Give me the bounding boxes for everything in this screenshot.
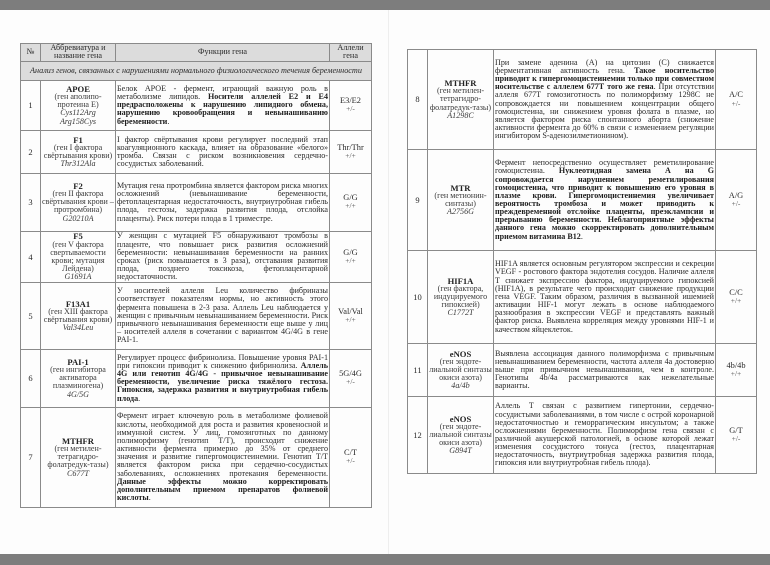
gene-abbreviation: PAI-1 — [67, 356, 89, 367]
gene-variant: Thr312Ala — [60, 158, 96, 168]
function-text: У носителей аллеля Leu количество фибриназы соответствует показателям нормы, но активность этого фермента повышена в 2-3 раза. Аллель Leu наблюдается у женщин с привычным невынашиванием беременности. Риск привычного невынашивания беременности еще выше у лиц – носителей аллеля в сочетании с вариантом 4G/4G в гене PAI-1. — [117, 286, 328, 345]
allele-cell — [330, 349, 372, 407]
gene-cell — [41, 282, 116, 349]
row-number — [408, 150, 428, 251]
function-text-tail: . — [138, 393, 141, 403]
table-row — [21, 80, 372, 130]
page-fold — [388, 10, 389, 554]
allele-genotype: A/C — [729, 90, 743, 100]
gene-table-right — [407, 49, 757, 474]
scan-bottom-border — [0, 554, 770, 565]
gene-cell — [428, 251, 494, 344]
gene-cell — [41, 130, 116, 173]
row-number-text: 1 — [28, 100, 33, 111]
gene-cell — [428, 397, 494, 474]
row-number — [21, 80, 41, 130]
gene-abbreviation: MTHFR — [444, 78, 477, 89]
gene-abbreviation: F13A1 — [65, 298, 91, 309]
allele-genotype: C/C — [729, 287, 743, 297]
gene-function-cell — [116, 173, 330, 231]
gene-function-cell — [116, 80, 330, 130]
gene-abbreviation: eNOS — [449, 348, 472, 359]
allele-zygosity: +/+ — [345, 201, 356, 211]
gene-variant: G1691A — [64, 272, 92, 282]
gene-description: (ген метилен-тетрагидро-фолатредук-тазы) — [429, 86, 492, 112]
gene-variant: 4G/5G — [66, 389, 90, 399]
gene-variant: C677T — [66, 468, 90, 478]
function-text: Регулирует процесс фибринолиза. Повышение уровня PAI-1 при гипоксии приводит к снижению фибринолиза. — [117, 352, 328, 370]
table-row — [408, 50, 757, 150]
row-number-text: 11 — [413, 364, 422, 375]
gene-description: (ген аполипо-протеина Е) — [54, 92, 102, 110]
allele-genotype: A/G — [728, 190, 744, 200]
gene-description: (ген I фактора свёртывания крови) — [43, 142, 113, 160]
allele-cell — [716, 397, 757, 474]
function-text-bold: Носители аллелей Е2 и Е4 предрасположены к нарушению липидного обмена, нарушению кровообращения и невынашиванию беременности — [117, 92, 328, 126]
row-number-text: 4 — [28, 251, 33, 262]
table-row — [408, 344, 757, 397]
allele-cell — [330, 173, 372, 231]
row-number — [408, 344, 428, 397]
scan-top-border — [0, 0, 770, 10]
function-text-tail: . — [580, 231, 583, 241]
row-number — [408, 251, 428, 344]
header-num: № — [21, 44, 41, 62]
gene-function-cell — [494, 251, 716, 344]
table-row — [21, 173, 372, 231]
allele-genotype: E3/E2 — [340, 96, 361, 106]
row-number — [21, 282, 41, 349]
allele-cell — [330, 80, 372, 130]
allele-cell — [330, 282, 372, 349]
row-number-text: 10 — [413, 291, 422, 302]
gene-abbreviation: HIF1A — [447, 275, 474, 286]
allele-zygosity: +/- — [731, 434, 741, 443]
gene-cell — [41, 349, 116, 407]
gene-cell — [41, 231, 116, 282]
function-text: I фактор свёртывания крови регулирует последний этап коагуляционного каскада, влияет на образование «белого» тромба. Связан с риском возникновения сердечно-сосудистых заболеваний. — [117, 134, 328, 168]
gene-function-cell — [116, 407, 330, 507]
function-text-tail: . — [167, 116, 170, 126]
allele-zygosity: +/+ — [345, 314, 356, 324]
gene-table-left — [20, 43, 372, 508]
gene-abbreviation: MTHFR — [62, 435, 94, 446]
gene-cell — [428, 344, 494, 397]
gene-function-cell — [116, 282, 330, 349]
gene-variant: G894T — [449, 446, 472, 456]
gene-description: (ген ингибитора активатора плазминогена) — [50, 365, 106, 391]
row-number-text: 2 — [28, 146, 33, 157]
table-row — [408, 397, 757, 474]
gene-cell — [41, 80, 116, 130]
gene-variant: C1772T — [447, 308, 474, 318]
function-text-bold: Аллель 4G или генотип 4G/4G - привычное невынашивание беременности, увеличение риска тяжёлого гестоза. Гипоксия, задержка развития и внутриутробная гибель плода — [117, 361, 328, 403]
allele-cell — [716, 344, 757, 397]
row-number — [21, 130, 41, 173]
allele-zygosity: +/+ — [730, 296, 742, 305]
table-row — [21, 231, 372, 282]
function-text: Фермент непосредственно осуществляет реметилирование гомоцистеина. — [495, 158, 714, 176]
allele-cell — [716, 50, 757, 150]
allele-zygosity: +/+ — [345, 150, 356, 160]
allele-zygosity: +/- — [731, 199, 741, 208]
allele-cell — [330, 407, 372, 507]
row-number — [21, 231, 41, 282]
row-number — [408, 50, 428, 150]
function-text-bold: Нуклеотидная замена А на G сопровождается нарушением реметилирования гомоцистеина, что приводит к повышению его уровня в плазме крови. Гипергомоцистеинемия увеличивает вероятность тромбоза и может приводить к преждевременной отслойке плаценты, преэклампсии и прерыванию беременности. Неблагоприятные эффекты данного гена можно скорректировать дополнительным приемом витамина В12 — [495, 166, 714, 241]
function-text: Аллель Т связан с развитием гипертонии, сердечно-сосудистыми заболеваниями, в том числе с острой коронарной недостаточностью и геморрагическим инсультом; а также осложнениями беременности. Полиморфизм гена связан с различной акушерской патологией, в основе которой лежат изменения сосудистого тонуса (гестоз, плацентарная недостаточность, внутриутробная задержка развития плода, гипоксия или внутриутробная гибель плода). — [495, 401, 714, 468]
gene-variant: A2756G — [447, 207, 474, 217]
allele-genotype: G/G — [343, 247, 358, 257]
gene-description: (ген метилен-тетрагидро-фолатредук-тазы) — [47, 444, 109, 470]
gene-function-cell — [116, 130, 330, 173]
row-number-text: 5 — [28, 310, 33, 321]
allele-cell — [330, 231, 372, 282]
gene-function-cell — [116, 349, 330, 407]
gene-description: (ген фактора, индуцируемого гипоксией) — [433, 283, 488, 310]
allele-cell — [716, 150, 757, 251]
allele-cell — [716, 251, 757, 344]
row-number-text: 8 — [415, 94, 420, 105]
row-number — [21, 349, 41, 407]
gene-abbreviation: APOE — [66, 83, 90, 94]
allele-genotype: G/G — [343, 193, 358, 203]
table-row — [21, 349, 372, 407]
gene-cell — [428, 50, 494, 150]
function-text: При замене аденина (А) на цитозин (С) снижается ферментативная активность гена. — [495, 57, 714, 75]
row-number-text: 6 — [28, 373, 33, 384]
gene-function-cell — [494, 50, 716, 150]
gene-variant: A1298C — [447, 110, 474, 120]
gene-cell — [428, 150, 494, 251]
function-text: Фермент играет ключевую роль в метаболизме фолиевой кислоты, необходимой для роста и развития кровеносной и иммунной систем. У лиц, гомозиготных по данному полиморфизму (генотип Т/Т), происходит снижение активности фермента примерно до 35% от среднего значения и развитие гипергомоцистеинемии. Генотип Т/Т является фактором риска при сердечно-сосудистых заболеваниях, осложнениях протекания беременности. — [117, 411, 328, 478]
gene-abbreviation: MTR — [450, 182, 471, 193]
row-number — [21, 173, 41, 231]
allele-genotype: 4b/4b — [726, 360, 746, 370]
function-text-tail: . — [148, 493, 151, 503]
function-text-bold: Данные эффекты можно корректировать дополнительным приемом препаратов фолиевой кислоты — [117, 476, 328, 503]
allele-genotype: 5G/4G — [339, 369, 362, 379]
function-text: Мутация гена протромбина является фактором риска многих осложнений (невынашивание беременности, фетоплацентарная недостаточность, внутриутробная гибель плода, гестозы, задержка развития плода, отслойка плаценты). Риск потери плода в 1 триместре. — [117, 180, 328, 223]
gene-function-cell — [116, 231, 330, 282]
row-number-text: 3 — [28, 197, 33, 208]
function-text: У женщин с мутацией F5 обнаруживают тромбозы в плаценте, что повышает риск развития осложнений беременности: невынашивания беременности на ранних сроках (риск повышается в 3 раза), отставания развития плода, позднего токсикоза, фетоплацентарной недостаточности. — [117, 231, 328, 282]
gene-description: (ген метионин-синтазы) — [434, 190, 487, 208]
table-row — [408, 150, 757, 251]
row-number-text: 9 — [415, 194, 420, 205]
allele-zygosity: +/- — [346, 377, 355, 387]
gene-variant: Val34Leu — [62, 322, 94, 332]
row-number-text: 7 — [28, 452, 33, 463]
row-number — [21, 407, 41, 507]
gene-abbreviation: F1 — [73, 134, 83, 145]
allele-zygosity: +/+ — [345, 255, 356, 265]
section-title: Анализ генов, связанных с нарушениями нормального физиологического течения беременности — [21, 61, 372, 80]
gene-cell — [41, 173, 116, 231]
gene-abbreviation: eNOS — [449, 413, 472, 424]
gene-variant: Cys112Arg Arg158Cys — [59, 108, 97, 126]
row-number-text: 12 — [413, 429, 422, 440]
allele-zygosity: +/+ — [730, 369, 742, 378]
allele-genotype: Val/Val — [338, 306, 363, 316]
table-row — [21, 282, 372, 349]
allele-genotype: C/T — [343, 448, 358, 458]
header-function: Функции гена — [116, 44, 330, 62]
allele-zygosity: +/- — [731, 98, 741, 108]
table-row — [21, 407, 372, 507]
table-header-row — [21, 44, 372, 62]
gene-function-cell — [494, 150, 716, 251]
gene-function-cell — [494, 344, 716, 397]
allele-genotype: Thr/Thr — [337, 142, 364, 152]
gene-function-cell — [494, 397, 716, 474]
function-text: Белок АРОЕ - фермент, играющий важную роль в метаболизме липидов. — [117, 83, 328, 102]
gene-description: (ген эндоте-лиальной синтазы окиси азота) — [429, 421, 492, 448]
gene-description: (ген эндоте-лиальной синтазы окиси азота) — [429, 356, 492, 383]
table-row — [21, 130, 372, 173]
function-text: Выявлена ассоциация данного полиморфизма с привычным невынашиванием беременности, частота аллеля 4а достоверно выше при привычном невынашивании, чем в контроле. Генотипы 4b/4a рассматриваются как нежелательные варианты. — [495, 348, 714, 391]
function-text-tail: . При отсутствии аллеля 677Т гомозиготность по полиморфизму 1298С не сопровождается ни повышением концентрации общего гомоцистеина, ни снижением уровня фолата в плазме, но является фактором риска спонтанного аборта (снижение активности фермента до 60% в связи с изменением регуляции ингибитором S-аденозилметионином). — [495, 82, 714, 141]
table-row — [408, 251, 757, 344]
header-alleles: Аллели гена — [330, 44, 372, 62]
gene-abbreviation: F2 — [73, 180, 83, 191]
gene-abbreviation: F5 — [73, 231, 83, 242]
allele-cell — [330, 130, 372, 173]
gene-description: (ген II фактора свёртывания крови – протромбина) — [42, 189, 114, 215]
gene-description: (ген XIII фактора свёртывания крови) — [43, 306, 113, 324]
function-text-bold: Такое носительство приводит к гипергомоцистеинемии только при совместном носительстве с аллелем 677Т того же гена — [495, 65, 714, 92]
allele-zygosity: +/- — [346, 456, 355, 466]
gene-variant: 4a/4b — [451, 381, 470, 391]
row-number — [408, 397, 428, 474]
allele-genotype: G/T — [729, 425, 743, 435]
gene-description: (ген V фактора свертываемости крови; мутация Лейдена) — [50, 239, 106, 273]
gene-variant: G20210A — [62, 213, 94, 223]
function-text: HIF1A является основным регулятором экспрессии и секреции VEGF - ростового фактора эндотелия сосудов. Наличие аллеля Т снижает экспрессию фактора, индуцируемого гипоксией (HIF1A), в результате чего происходит снижение продукции гена VEGF. Таким образом, различия в вызванной ишемией активации HIF-1 могут лежать в основе наблюдаемого разнообразия в экспрессии VEGF и представлять важный фактор риска. Выявлена корреляция между уровнями HIF-1 и качеством яйцеклеток. — [495, 259, 714, 334]
allele-zygosity: +/- — [346, 104, 355, 114]
gene-cell — [41, 407, 116, 507]
header-abbr: Аббревиатура и название гена — [41, 44, 116, 62]
